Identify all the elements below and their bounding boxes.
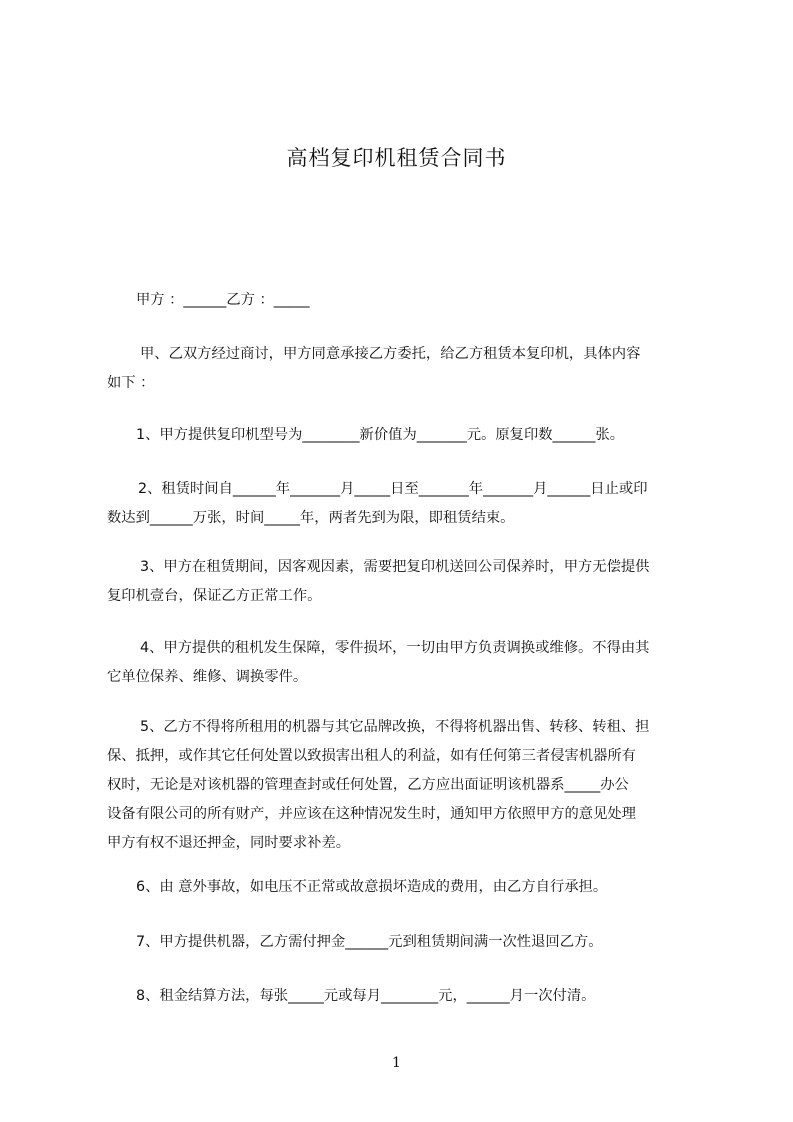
clause-3: [107, 553, 710, 611]
clause-3-line-1: 3、甲方在租赁期间，因客观因素，需要把复印机送回公司保养时，甲方无偿提供: [140, 559, 650, 575]
clause-4-line-1: 4、甲方提供的租机发生保障，零件损坏，一切由甲方负责调换或维修。不得由其: [140, 640, 650, 656]
parties-line: 甲方 ：______乙方 ：_____: [136, 292, 310, 308]
clause-5-line-1: 5、乙方不得将所租用的机器与其它品牌改换，不得将机器出售、转移、转租、担: [140, 719, 650, 735]
clause-2: [107, 475, 710, 533]
clause-1-line-1: 1、甲方提供复印机型号为________新价值为_______元。原复印数______张。: [136, 427, 625, 443]
clause-5-line-2: 保、抵押，或作其它任何处置以致损害出租人的利益，如有任何第三者侵害机器所有: [107, 748, 636, 764]
intro-line-2: 如下 ：: [107, 375, 155, 391]
clause-6: [107, 873, 710, 902]
clause-5: [107, 713, 710, 858]
clause-8: [107, 982, 710, 1011]
clause-7: [107, 928, 710, 957]
clause-8-line-1: 8、租金结算方法，每张_____元或每月________元，______月一次付清。: [136, 988, 596, 1004]
clause-7-line-1: 7、甲方提供机器，乙方需付押金______元到租赁期间满一次性退回乙方。: [136, 934, 603, 950]
clause-2-line-1: 2、租赁时间自______年_______月_____日至_______年_______月______日止或印: [138, 481, 648, 497]
clause-1: [107, 421, 710, 450]
clause-5-line-4: 设备有限公司的所有财产，并应该在这种情况发生时，通知甲方依照甲方的意见处理: [107, 806, 636, 822]
clause-5-line-5: 甲方有权不退还押金，同时要求补差。: [107, 835, 351, 851]
clause-4: [107, 634, 710, 692]
clause-3-line-2: 复印机壹台，保证乙方正常工作。: [107, 588, 322, 604]
intro-paragraph: [107, 340, 710, 398]
clause-2-line-2: 数达到______万张，时间_____年，两者先到为限，即租赁结束。: [107, 510, 515, 526]
clause-6-line-1: 6、由 意外事故，如电压不正常或故意损坏造成的费用，由乙方自行承担。: [136, 879, 608, 895]
clause-5-line-3: 权时，无论是对该机器的管理查封或任何处置，乙方应出面证明该机器系_____办公: [107, 777, 629, 793]
clause-4-line-2: 它单位保养、维修、调换零件。: [107, 669, 308, 685]
intro-line-1: 甲、乙双方经过商讨，甲方同意承接乙方委托，给乙方租赁本复印机，具体内容: [140, 346, 641, 362]
document-title: 高档复印机租赁合同书: [286, 146, 507, 170]
page-number: 1: [392, 1055, 401, 1071]
